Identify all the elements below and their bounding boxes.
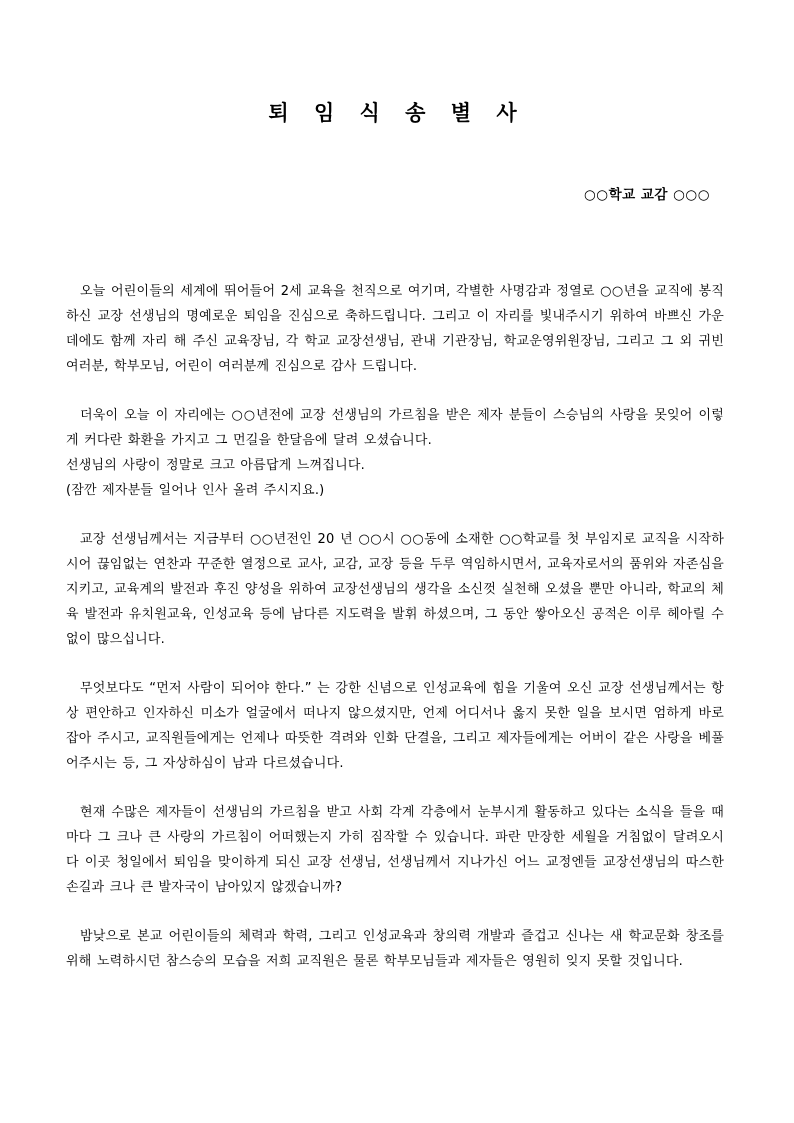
paragraph-legacy: 현재 수많은 제자들이 선생님의 가르침을 받고 사회 각계 각층에서 눈부시게 활동하고 있다는 소식을 들을 때 마다 그 크나 큰 사랑의 가르침이 어떠했는지 가히 짐작할 수 있습니다. 파란 만장한 세월을 거침없이 달려오시다 이곳 청일에서 퇴임을 맞이하게 되신 교장 선생님, 선생님께서 지나가신 어느 교정엔들 교장선생님의 따스한 손길과 크나 큰 발자국이 남아있지 않겠습니까? (66, 805, 724, 895)
document-author: ○○학교 교감 ○○○ (584, 187, 710, 203)
paragraph-character: 무엇보다도 “먼저 사람이 되어야 한다.” 는 강한 신념으로 인성교육에 힘을 기울여 오신 교장 선생님께서는 항상 편안하고 인자하신 미소가 얼굴에서 떠나지 않으셨지만, 언제 어디서나 옳지 못한 일을 보시면 엄하게 바로 잡아 주시고, 교직원들에게는 언제나 따뜻한 격려와 인화 단결을, 그리고 제자들에게는 어버이 같은 사랑을 베풀어주시는 등, 그 자상하심이 남과 다르셨습니다. (66, 681, 724, 771)
paragraph-love-line: 선생님의 사랑이 정말로 크고 아름답게 느껴집니다. (66, 458, 365, 473)
paragraph-closing: 밤낮으로 본교 어린이들의 체력과 학력, 그리고 인성교육과 창의력 개발과 즐겁고 신나는 새 학교문화 창조를 위해 노력하시던 참스승의 모습을 저희 교직원은 물론 학부모님들과 제자들은 영원히 잊지 못할 것입니다. (66, 929, 724, 969)
paragraph-career: 교장 선생님께서는 지금부터 ○○년전인 20 년 ○○시 ○○동에 소재한 ○○학교를 첫 부임지로 교직을 시작하시어 끊임없는 연찬과 꾸준한 열정으로 교사, 교감, 교장 등을 두루 역임하시면서, 교육자로서의 품위와 자존심을 지키고, 교육계의 발전과 후진 양성을 위하여 교장선생님의 생각을 소신껏 실천해 오셨을 뿐만 아니라, 학교의 체육 발전과 유치원교육, 인성교육 등에 남다른 지도력을 발휘 하셨으며, 그 동안 쌓아오신 공적은 이루 헤아릴 수 없이 많으십니다. (66, 532, 724, 647)
paragraph-group-disciples (66, 403, 724, 503)
document-title: 퇴 임 식 송 별 사 (268, 101, 526, 125)
document-body (66, 279, 724, 998)
paragraph-greeting: 오늘 어린이들의 세계에 뛰어들어 2세 교육을 천직으로 여기며, 각별한 사명감과 정열로 ○○년을 교직에 봉직하신 교장 선생님의 명예로운 퇴임을 진심으로 축하드립니다. 그리고 이 자리를 빛내주시기 위하여 바쁘신 가운데에도 함께 자리 해 주신 교육장님, 각 학교 교장선생님, 관내 기관장님, 학교운영위원장님, 그리고 그 외 귀빈 여러분, 학부모님, 어린이 여러분께 진심으로 감사 드립니다. (66, 284, 724, 374)
paragraph-stage-direction: (잠깐 제자분들 일어나 인사 올려 주시지요.) (66, 483, 325, 498)
paragraph-disciples: 더욱이 오늘 이 자리에는 ○○년전에 교장 선생님의 가르침을 받은 제자 분들이 스승님의 사랑을 못잊어 이렇게 커다란 화환을 가지고 그 먼길을 한달음에 달려 오셨습니다. (66, 408, 724, 448)
